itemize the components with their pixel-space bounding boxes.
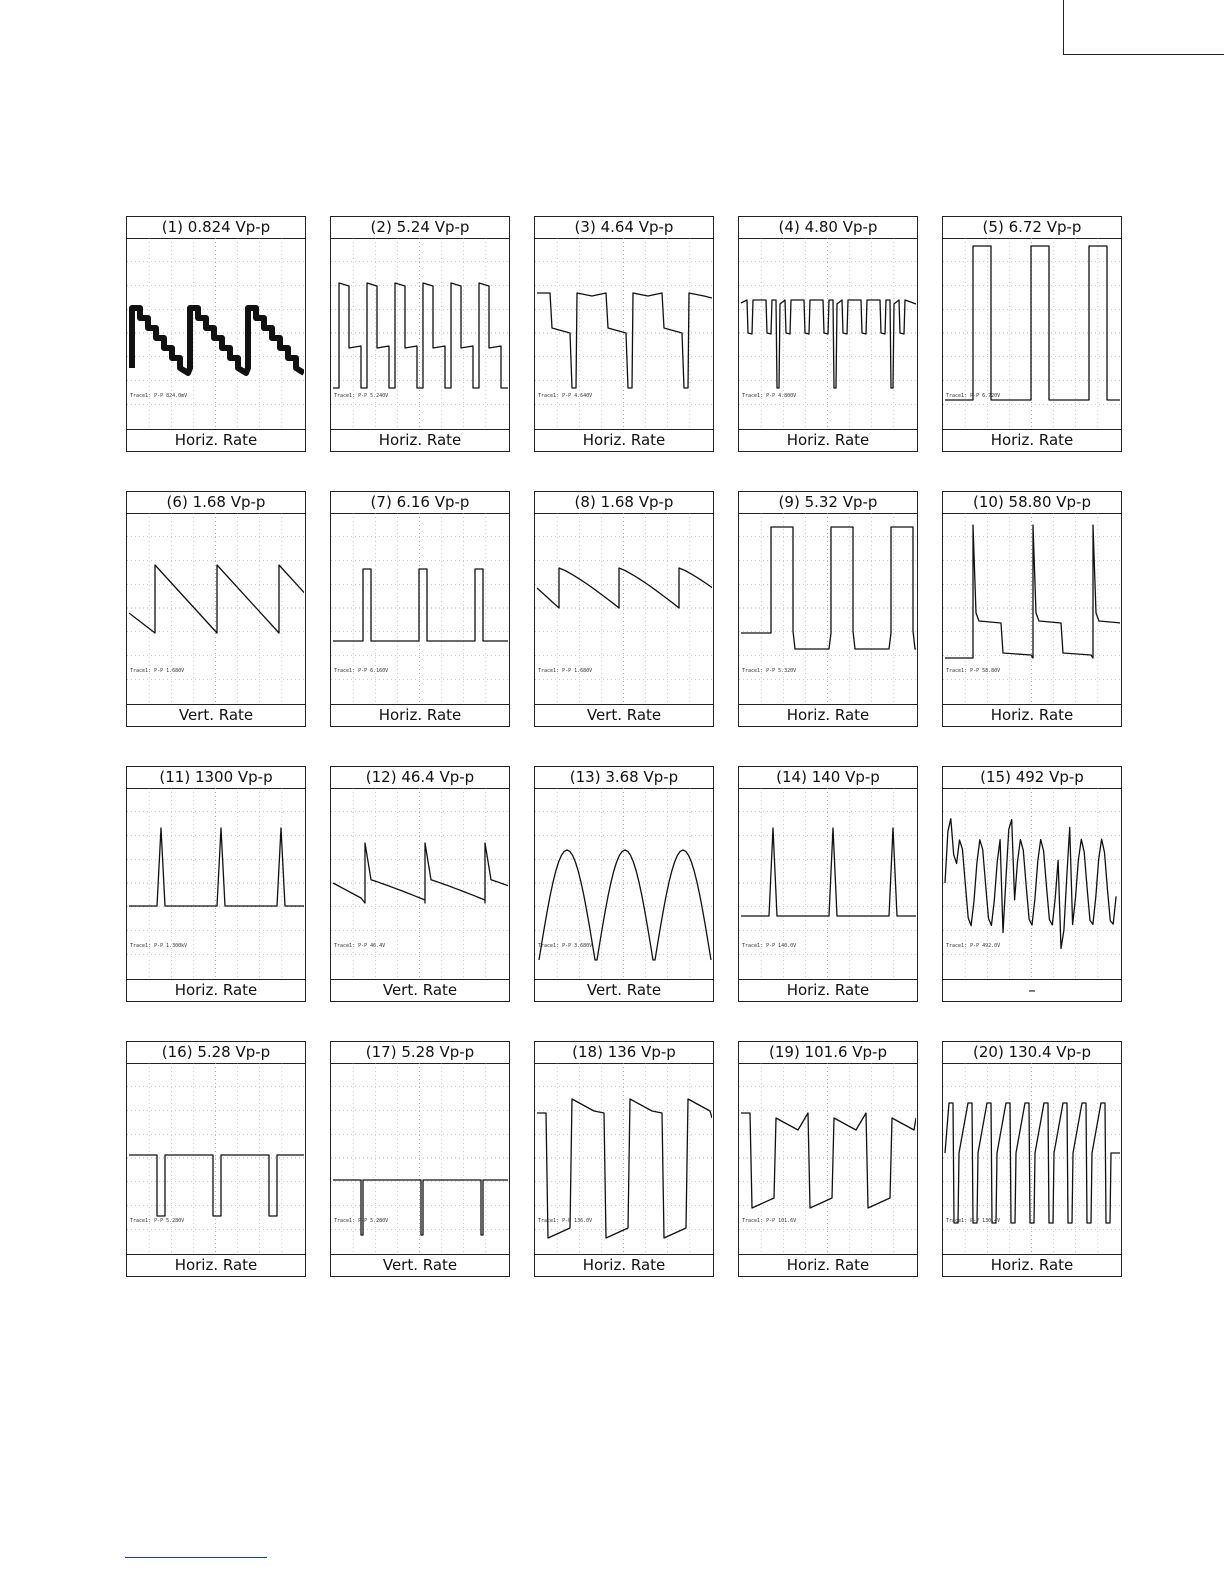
waveform-screen <box>535 1063 712 1253</box>
waveform-trace <box>333 843 508 903</box>
panel-rate-label: Vert. Rate <box>127 704 305 726</box>
panel-title: (7) 6.16 Vp-p <box>331 492 509 514</box>
waveform-trace <box>741 527 916 649</box>
panel-title: (17) 5.28 Vp-p <box>331 1042 509 1064</box>
waveform-screen <box>535 513 712 703</box>
waveform-screen <box>331 788 508 978</box>
page-corner-box <box>1063 0 1224 55</box>
trace-readout: Trace1: P-P 130.4V <box>946 1218 1001 1224</box>
panel-title: (18) 136 Vp-p <box>535 1042 713 1064</box>
trace-readout: Trace1: P-P 492.0V <box>946 943 1001 949</box>
oscilloscope-panel-10 <box>942 491 1122 727</box>
graticule <box>331 238 508 428</box>
trace-readout: Trace1: P-P 5.280V <box>130 1218 185 1224</box>
waveform-trace <box>333 1180 508 1235</box>
waveform-trace <box>333 283 508 388</box>
oscilloscope-panel-5 <box>942 216 1122 452</box>
graticule <box>535 238 712 428</box>
panel-rate-label: Horiz. Rate <box>331 704 509 726</box>
panel-rate-label: Horiz. Rate <box>943 429 1121 451</box>
panel-rate-label: Horiz. Rate <box>739 979 917 1001</box>
oscilloscope-panel-14 <box>738 766 918 1002</box>
panel-title: (8) 1.68 Vp-p <box>535 492 713 514</box>
oscilloscope-panel-15 <box>942 766 1122 1002</box>
panel-rate-label: Horiz. Rate <box>739 429 917 451</box>
waveform-trace <box>945 246 1120 400</box>
panel-rate-label: Horiz. Rate <box>535 1254 713 1276</box>
oscilloscope-panel-12 <box>330 766 510 1002</box>
graticule <box>739 788 916 978</box>
oscilloscope-panel-8 <box>534 491 714 727</box>
panel-rate-label: Horiz. Rate <box>943 1254 1121 1276</box>
panel-rate-label: Horiz. Rate <box>127 979 305 1001</box>
panel-rate-label: – <box>943 979 1121 1001</box>
waveform-trace <box>132 308 304 373</box>
waveform-screen <box>331 238 508 428</box>
waveform-screen <box>331 1063 508 1253</box>
trace-readout: Trace1: P-P 3.680V <box>538 943 593 949</box>
trace-readout: Trace1: P-P 1.680V <box>130 668 185 674</box>
panel-rate-label: Vert. Rate <box>331 1254 509 1276</box>
panel-title: (11) 1300 Vp-p <box>127 767 305 789</box>
waveform-trace <box>129 828 304 906</box>
panel-title: (13) 3.68 Vp-p <box>535 767 713 789</box>
panel-title: (3) 4.64 Vp-p <box>535 217 713 239</box>
panel-rate-label: Horiz. Rate <box>331 429 509 451</box>
waveform-trace <box>741 300 916 388</box>
oscilloscope-panel-1 <box>126 216 306 452</box>
footer-rule <box>125 1557 267 1558</box>
trace-readout: Trace1: P-P 140.0V <box>742 943 797 949</box>
trace-readout: Trace1: P-P 6.720V <box>946 393 1001 399</box>
oscilloscope-panel-11 <box>126 766 306 1002</box>
oscilloscope-panel-16 <box>126 1041 306 1277</box>
panel-rate-label: Horiz. Rate <box>535 429 713 451</box>
panel-title: (4) 4.80 Vp-p <box>739 217 917 239</box>
waveform-screen <box>943 513 1120 703</box>
panel-title: (10) 58.80 Vp-p <box>943 492 1121 514</box>
panel-rate-label: Horiz. Rate <box>127 1254 305 1276</box>
waveform-screen <box>535 238 712 428</box>
graticule <box>535 513 712 703</box>
trace-readout: Trace1: P-P 58.80V <box>946 668 1001 674</box>
waveform-trace <box>129 1155 304 1216</box>
panel-title: (16) 5.28 Vp-p <box>127 1042 305 1064</box>
waveform-screen <box>331 513 508 703</box>
waveform-trace <box>741 1113 916 1208</box>
graticule <box>331 788 508 978</box>
waveform-trace <box>741 828 916 916</box>
trace-readout: Trace1: P-P 824.0mV <box>130 393 188 399</box>
trace-readout: Trace1: P-P 6.160V <box>334 668 389 674</box>
waveform-screen <box>943 238 1120 428</box>
panel-title: (9) 5.32 Vp-p <box>739 492 917 514</box>
graticule <box>739 513 916 703</box>
oscilloscope-panel-2 <box>330 216 510 452</box>
graticule <box>127 788 304 978</box>
waveform-screen <box>739 788 916 978</box>
oscilloscope-panel-6 <box>126 491 306 727</box>
waveform-trace <box>945 1103 1120 1223</box>
panel-rate-label: Horiz. Rate <box>127 429 305 451</box>
graticule <box>739 1063 916 1253</box>
waveform-screen <box>739 513 916 703</box>
trace-readout: Trace1: P-P 4.800V <box>742 393 797 399</box>
waveform-trace <box>129 565 304 633</box>
trace-readout: Trace1: P-P 4.640V <box>538 393 593 399</box>
waveform-trace <box>945 525 1120 658</box>
trace-readout: Trace1: P-P 46.4V <box>334 943 386 949</box>
waveform-trace <box>537 293 712 388</box>
trace-readout: Trace1: P-P 1.300kV <box>130 943 188 949</box>
waveform-screen <box>943 788 1120 978</box>
panel-title: (5) 6.72 Vp-p <box>943 217 1121 239</box>
trace-readout: Trace1: P-P 5.320V <box>742 668 797 674</box>
oscilloscope-panel-13 <box>534 766 714 1002</box>
oscilloscope-panel-17 <box>330 1041 510 1277</box>
panel-rate-label: Horiz. Rate <box>739 1254 917 1276</box>
waveform-trace <box>945 819 1116 949</box>
panel-rate-label: Horiz. Rate <box>943 704 1121 726</box>
trace-readout: Trace1: P-P 5.280V <box>334 1218 389 1224</box>
waveform-screen <box>127 238 304 428</box>
waveform-trace <box>537 568 712 608</box>
panel-title: (15) 492 Vp-p <box>943 767 1121 789</box>
waveform-screen <box>127 1063 304 1253</box>
panel-title: (1) 0.824 Vp-p <box>127 217 305 239</box>
panel-title: (6) 1.68 Vp-p <box>127 492 305 514</box>
waveform-screen <box>739 238 916 428</box>
panel-title: (2) 5.24 Vp-p <box>331 217 509 239</box>
waveform-screen <box>535 788 712 978</box>
graticule <box>127 513 304 703</box>
waveform-trace <box>333 569 508 641</box>
oscilloscope-panel-18 <box>534 1041 714 1277</box>
panel-rate-label: Vert. Rate <box>535 704 713 726</box>
panel-title: (14) 140 Vp-p <box>739 767 917 789</box>
waveform-screen <box>739 1063 916 1253</box>
trace-readout: Trace1: P-P 101.6V <box>742 1218 797 1224</box>
oscilloscope-panel-19 <box>738 1041 918 1277</box>
panel-title: (12) 46.4 Vp-p <box>331 767 509 789</box>
graticule <box>535 788 712 978</box>
waveform-screen <box>127 513 304 703</box>
oscilloscope-panel-7 <box>330 491 510 727</box>
oscilloscope-panel-9 <box>738 491 918 727</box>
trace-readout: Trace1: P-P 5.240V <box>334 393 389 399</box>
trace-readout: Trace1: P-P 136.0V <box>538 1218 593 1224</box>
waveform-screen <box>127 788 304 978</box>
waveform-screen <box>943 1063 1120 1253</box>
panel-title: (19) 101.6 Vp-p <box>739 1042 917 1064</box>
panel-rate-label: Horiz. Rate <box>739 704 917 726</box>
trace-readout: Trace1: P-P 1.680V <box>538 668 593 674</box>
panel-title: (20) 130.4 Vp-p <box>943 1042 1121 1064</box>
oscilloscope-panel-20 <box>942 1041 1122 1277</box>
graticule <box>943 1063 1120 1253</box>
oscilloscope-panel-3 <box>534 216 714 452</box>
panel-rate-label: Vert. Rate <box>331 979 509 1001</box>
panel-rate-label: Vert. Rate <box>535 979 713 1001</box>
oscilloscope-panel-4 <box>738 216 918 452</box>
graticule <box>943 788 1120 978</box>
